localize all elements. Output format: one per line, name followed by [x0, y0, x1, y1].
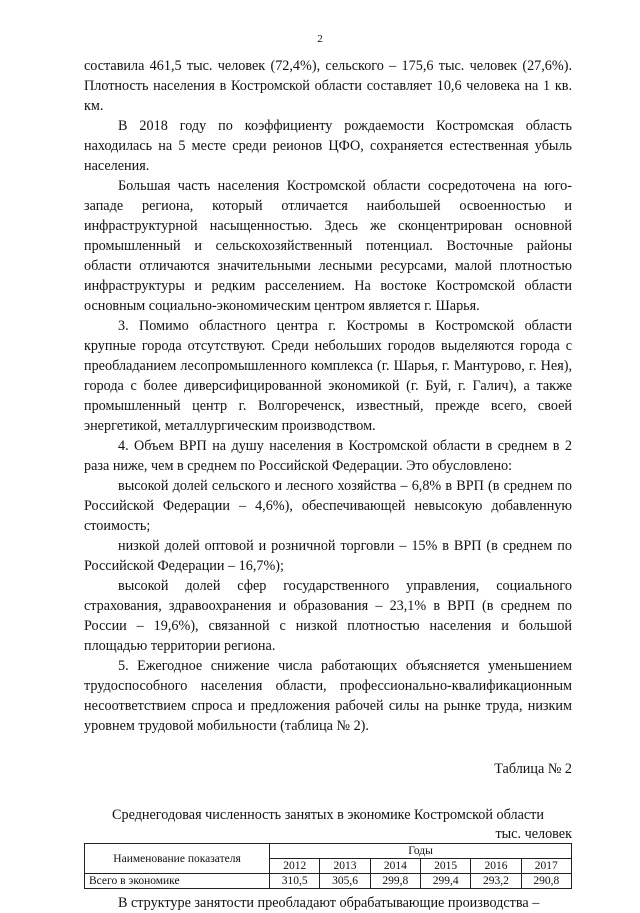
value-cell: 290,8 [521, 874, 571, 889]
years-header: Годы [270, 844, 572, 859]
year-cell: 2017 [521, 859, 571, 874]
paragraph: 3. Помимо областного центра г. Костромы в Костромской области крупные города отсутствуют. Среди небольших городов выделяются города с преобладанием лесопромышленного комплекса (г. Шарья, г. Мантурово, г. Нея), города с более диверсифицированной экономикой (г. Буй, г. Галич), а также промышленный центр г. Волгореченск, известный, прежде всего, своей энергетикой, металлургическим производством. [84, 318, 572, 434]
paragraph: В 2018 году по коэффициенту рождаемости Костромская область находилась на 5 месте среди реионов ЦФО, сохраняется естественная убыль населения. [84, 118, 572, 174]
table-units: тыс. человек [495, 826, 572, 842]
header-label: Наименование показателя [85, 844, 270, 874]
employment-table [84, 843, 572, 889]
closing-paragraph: В структуре занятости преобладают обрабатывающие производства – [118, 895, 540, 911]
paragraph: составила 461,5 тыс. человек (72,4%), сельского – 175,6 тыс. человек (27,6%). Плотность населения в Костромской области составляет 10,6 человека на 1 кв. км. [84, 58, 572, 114]
paragraph: Большая часть населения Костромской области сосредоточена на юго-западе региона, который отличается наибольшей освоенностью и инфраструктурной насыщенностью. Здесь же сконцентрирован основной промышленный и сельскохозяйственный потенциал. Восточные районы области отличаются значительными лесными ресурсами, малой плотностью инфраструктуры и редким расселением. На востоке Костромской области основным социально-экономическим центром является г. Шарья. [84, 178, 572, 314]
year-cell: 2014 [370, 859, 420, 874]
list-item: низкой долей оптовой и розничной торговли – 15% в ВРП (в среднем по Российской Федерации – 16,7%); [84, 538, 572, 574]
paragraph: 4. Объем ВРП на душу населения в Костромской области в среднем в 2 раза ниже, чем в среднем по Российской Федерации. Это обусловлено: [84, 438, 572, 474]
list-item: высокой долей сфер государственного управления, социального страхования, здравоохранения и образования – 23,1% в ВРП (в среднем по России – 19,6%), связанной с низкой плотностью населения и большой площадью территории региона. [84, 578, 572, 654]
document-body [84, 56, 572, 913]
table-caption: Таблица № 2 [494, 761, 572, 777]
list-item: высокой долей сельского и лесного хозяйства – 6,8% в ВРП (в среднем по Российской Федерации – 4,6%), обеспечивающей невысокую добавленную стоимость; [84, 478, 572, 534]
value-cell: 299,8 [370, 874, 420, 889]
value-cell: 299,4 [420, 874, 470, 889]
year-cell: 2015 [420, 859, 470, 874]
year-cell: 2016 [471, 859, 521, 874]
row-label: Всего в экономике [85, 874, 270, 889]
value-cell: 293,2 [471, 874, 521, 889]
table-header-row [85, 844, 572, 859]
table-row [85, 874, 572, 889]
year-cell: 2012 [270, 859, 320, 874]
paragraph: 5. Ежегодное снижение числа работающих объясняется уменьшением трудоспособного населения области, профессионально-квалификационным несоответствием спроса и предложения рабочей силы на рынке труда, низким уровнем трудовой мобильности (таблица № 2). [84, 658, 572, 734]
table-title: Среднегодовая численность занятых в экономике Костромской области [112, 807, 544, 823]
value-cell: 305,6 [320, 874, 370, 889]
page-number: 2 [317, 33, 323, 45]
value-cell: 310,5 [270, 874, 320, 889]
year-cell: 2013 [320, 859, 370, 874]
